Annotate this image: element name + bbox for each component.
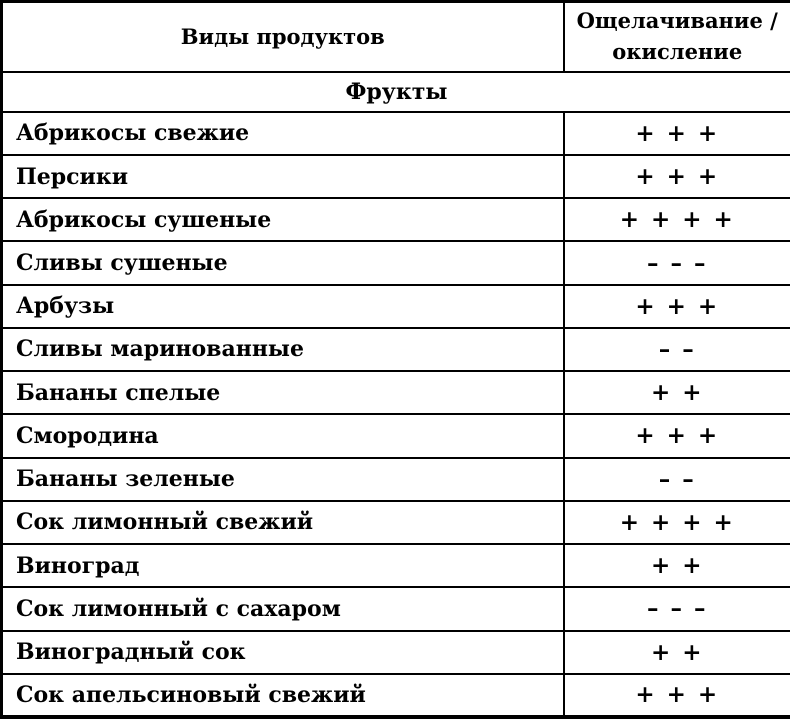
section-row-fruits xyxy=(2,72,790,112)
product-name-cell: Арбузы xyxy=(2,285,564,328)
product-name-cell: Сливы маринованные xyxy=(2,328,564,371)
table-row xyxy=(2,198,790,241)
product-name-cell: Виноградный сок xyxy=(2,631,564,674)
column-header-alkalization-oxidation: Ощелачивание / окисление xyxy=(564,2,790,72)
rating-value-cell: + + + xyxy=(564,285,790,328)
table-row xyxy=(2,328,790,371)
column-header-product-types: Виды продуктов xyxy=(2,2,564,72)
product-name-cell: Бананы спелые xyxy=(2,371,564,414)
table-body xyxy=(2,72,790,718)
product-name-cell: Абрикосы сушеные xyxy=(2,198,564,241)
rating-value-cell: + + + xyxy=(564,112,790,155)
table-row xyxy=(2,458,790,501)
table-row xyxy=(2,155,790,198)
rating-value-cell: + + xyxy=(564,631,790,674)
product-name-cell: Сок апельсиновый свежий xyxy=(2,674,564,717)
rating-value-cell: – – xyxy=(564,458,790,501)
section-header-fruits: Фрукты xyxy=(2,72,790,112)
product-name-cell: Смородина xyxy=(2,414,564,457)
table-row xyxy=(2,544,790,587)
rating-value-cell: + + + xyxy=(564,674,790,717)
rating-value-cell: – – xyxy=(564,328,790,371)
product-name-cell: Персики xyxy=(2,155,564,198)
header-row xyxy=(2,2,790,72)
table-row xyxy=(2,112,790,155)
product-name-cell: Сок лимонный свежий xyxy=(2,501,564,544)
table-row xyxy=(2,285,790,328)
table-row xyxy=(2,631,790,674)
table-row xyxy=(2,414,790,457)
rating-value-cell: + + + xyxy=(564,155,790,198)
table-row xyxy=(2,587,790,630)
rating-value-cell: + + xyxy=(564,544,790,587)
rating-value-cell: + + + + xyxy=(564,198,790,241)
table-row xyxy=(2,674,790,717)
product-name-cell: Бананы зеленые xyxy=(2,458,564,501)
rating-value-cell: + + + xyxy=(564,414,790,457)
rating-value-cell: + + xyxy=(564,371,790,414)
rating-value-cell: – – – xyxy=(564,241,790,284)
table-header xyxy=(2,2,790,72)
product-name-cell: Абрикосы свежие xyxy=(2,112,564,155)
product-name-cell: Виноград xyxy=(2,544,564,587)
rating-value-cell: + + + + xyxy=(564,501,790,544)
rating-value-cell: – – – xyxy=(564,587,790,630)
product-name-cell: Сок лимонный с сахаром xyxy=(2,587,564,630)
table-row xyxy=(2,501,790,544)
product-name-cell: Сливы сушеные xyxy=(2,241,564,284)
table-row xyxy=(2,371,790,414)
table-row xyxy=(2,241,790,284)
